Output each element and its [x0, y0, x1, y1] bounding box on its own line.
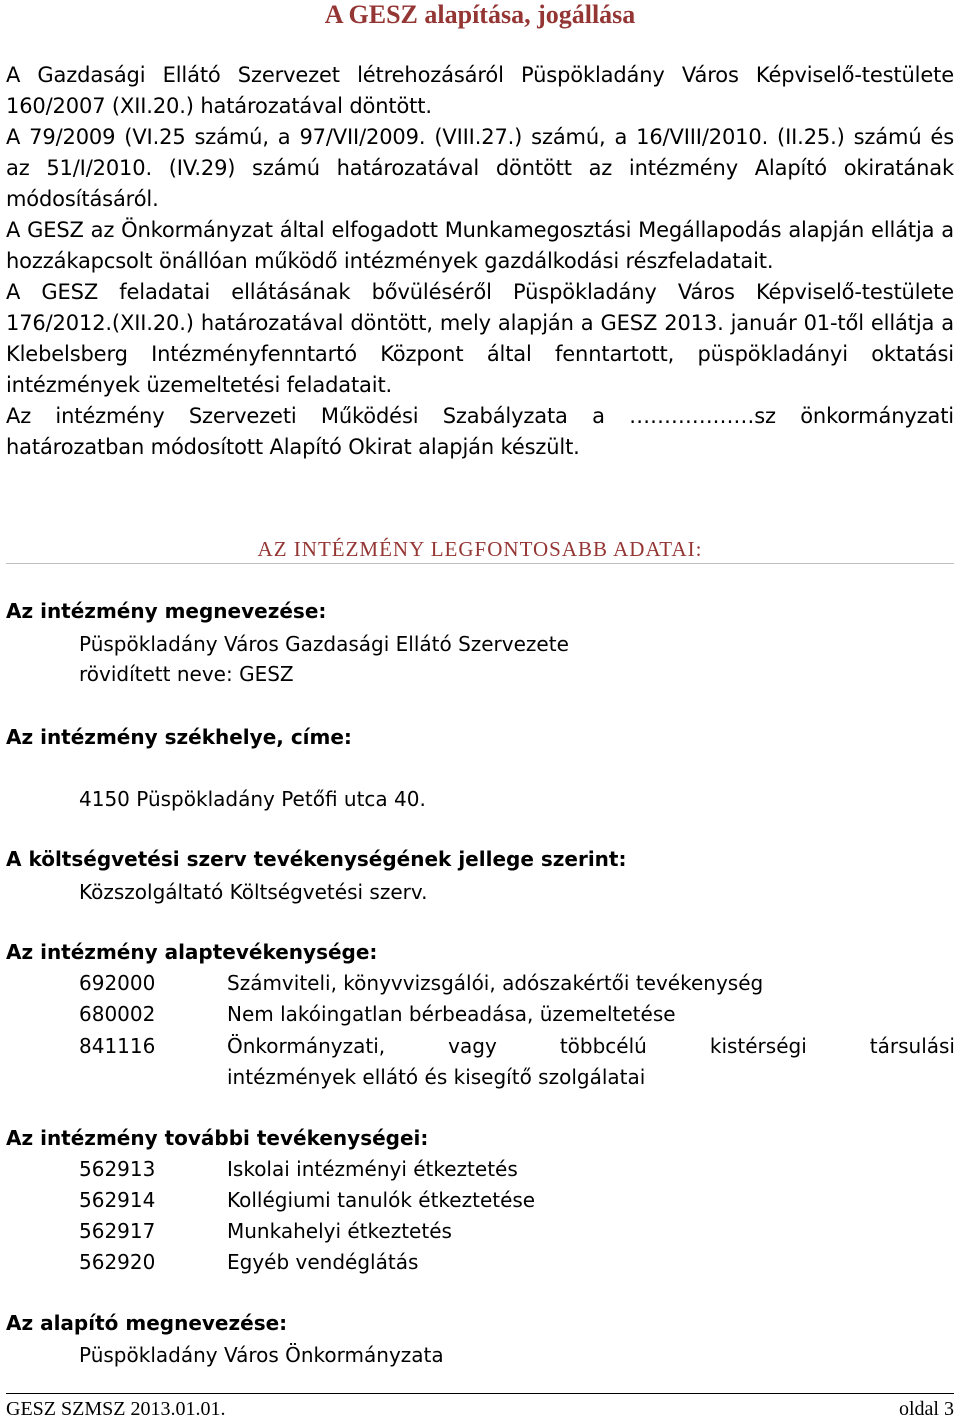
founder-label: Az alapító megnevezése:	[6, 1311, 288, 1335]
other-activities-label: Az intézmény további tevékenységei:	[6, 1126, 429, 1150]
seat-label: Az intézmény székhelye, címe:	[6, 725, 352, 749]
activity-desc: Munkahelyi étkeztetés	[227, 1219, 452, 1243]
activity-desc: Önkormányzati, vagy többcélú kistérségi társulási	[227, 1034, 955, 1058]
activity-desc: Számviteli, könyvvizsgálói, adószakértői tevékenység	[227, 971, 764, 995]
activity-code: 562914	[79, 1188, 156, 1212]
name-label: Az intézmény megnevezése:	[6, 599, 327, 623]
institution-short-name: rövidített neve: GESZ	[79, 662, 294, 686]
founder-value: Püspökladány Város Önkormányzata	[79, 1343, 444, 1367]
activity-code: 841116	[79, 1034, 156, 1058]
activity-desc: Nem lakóingatlan bérbeadása, üzemeltetése	[227, 1002, 676, 1026]
core-activities-label: Az intézmény alaptevékenysége:	[6, 940, 378, 964]
intro-paragraph: A 79/2009 (VI.25 számú, a 97/VII/2009. (VIII.27.) számú, a 16/VIII/2010. (II.25.) számú és az 51/I/2010. (IV.29) számú határozatával döntött az intézmény Alapító okiratának módosításáról.	[6, 125, 954, 211]
intro-paragraph: A Gazdasági Ellátó Szervezet létrehozásáról Püspökladány Város Képviselő-testülete 160/2007 (XII.20.) határozatával döntött.	[6, 63, 954, 118]
activity-code: 680002	[79, 1002, 156, 1026]
intro-text	[6, 60, 954, 463]
section-divider	[6, 563, 954, 564]
seat-address: 4150 Püspökladány Petőfi utca 40.	[79, 787, 426, 811]
footer-divider	[6, 1393, 954, 1394]
activity-desc-continued: intézmények ellátó és kisegítő szolgálatai	[227, 1065, 646, 1089]
activity-code: 562920	[79, 1250, 156, 1274]
section-heading: AZ INTÉZMÉNY LEGFONTOSABB ADATAI:	[257, 537, 703, 561]
footer-document-id: GESZ SZMSZ 2013.01.01.	[6, 1398, 226, 1420]
budget-label: A költségvetési szerv tevékenységének jellege szerint:	[6, 847, 627, 871]
activity-code: 692000	[79, 971, 156, 995]
activity-code: 562917	[79, 1219, 156, 1243]
activity-desc: Egyéb vendéglátás	[227, 1250, 419, 1274]
institution-full-name: Püspökladány Város Gazdasági Ellátó Szervezete	[79, 632, 569, 656]
activity-desc: Kollégiumi tanulók étkeztetése	[227, 1188, 536, 1212]
page-title: A GESZ alapítása, jogállása	[324, 0, 636, 29]
activity-desc: Iskolai intézményi étkeztetés	[227, 1157, 518, 1181]
activity-code: 562913	[79, 1157, 156, 1181]
intro-paragraph: Az intézmény Szervezeti Működési Szabályzata a ………………sz önkormányzati határozatban módosított Alapító Okirat alapján készült.	[6, 404, 954, 459]
footer-page-number: oldal 3	[899, 1398, 954, 1420]
intro-paragraph: A GESZ feladatai ellátásának bővüléséről Püspökladány Város Képviselő-testülete 176/2012.(XII.20.) határozatával döntött, mely alapján a GESZ 2013. január 01-től ellátja a Klebelsberg Intézményfenntartó Központ által fenntartott, püspökladányi oktatási intézmények üzemeltetési feladatait.	[6, 280, 954, 397]
intro-paragraph: A GESZ az Önkormányzat által elfogadott Munkamegosztási Megállapodás alapján ellátja a hozzákapcsolt önállóan működő intézmények gazdálkodási részfeladatait.	[6, 218, 954, 273]
budget-value: Közszolgáltató Költségvetési szerv.	[79, 880, 428, 904]
